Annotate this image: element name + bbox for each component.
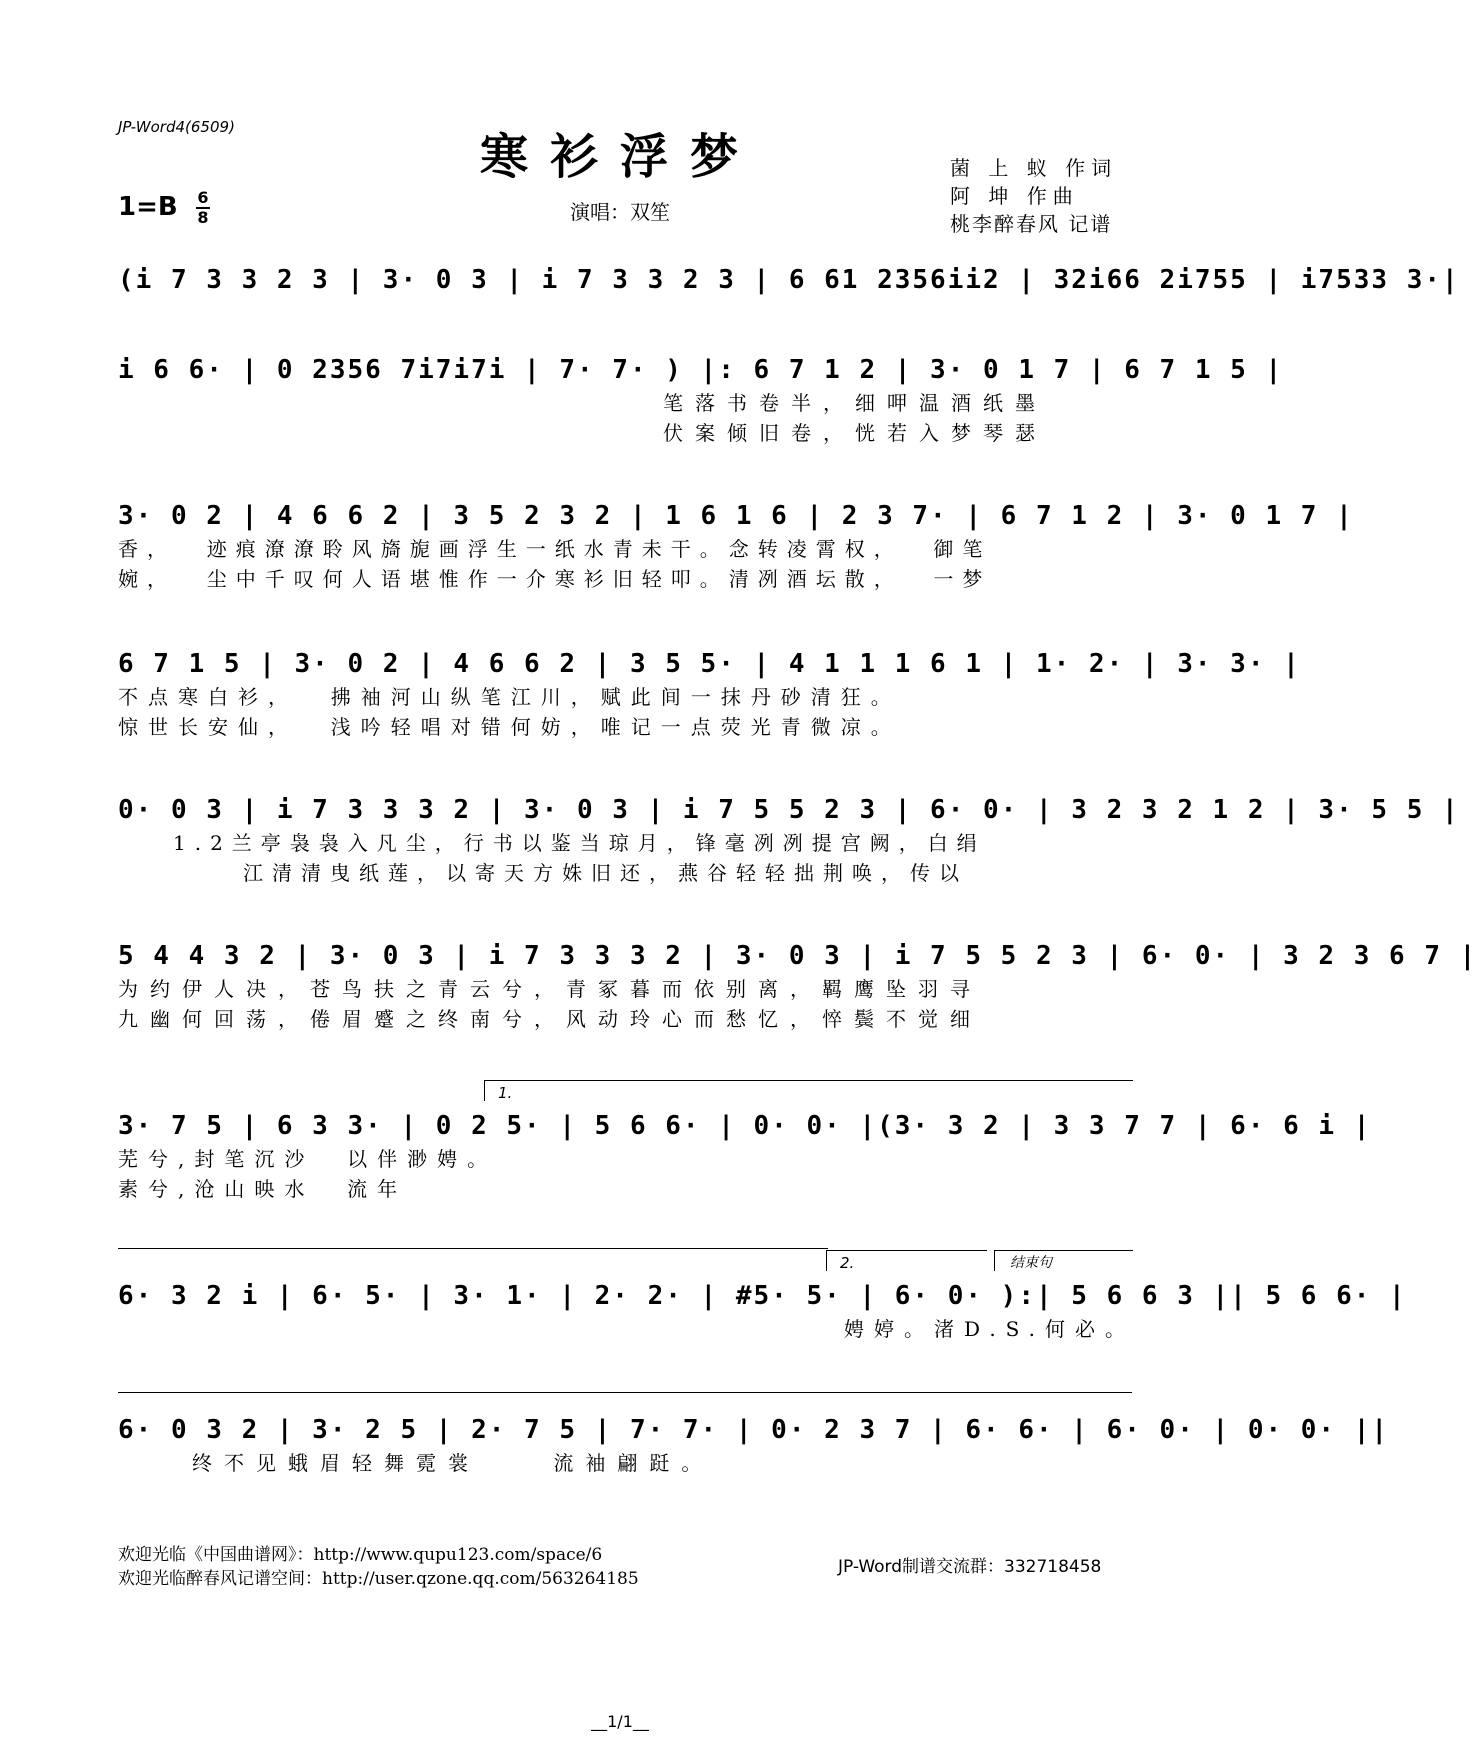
page-number: __1/1__ xyxy=(591,1712,649,1731)
footer-link-qzone[interactable]: 欢迎光临醉春风记谱空间：http://user.qzone.qq.com/563264185 xyxy=(118,1569,639,1589)
notation-line: (i 7 3 3 2 3 | 3· 0 3 | i 7 3 3 2 3 | 6 61 2356ii2 | 32i66 2i755 | i7533 3·| xyxy=(118,265,1460,295)
notation-line: 3· 7 5 | 6 3 3· | 0 2 5· | 5 6 6· | 0· 0· |(3· 3 2 | 3 3 7 7 | 6· 6 i | xyxy=(118,1111,1372,1141)
score-system-8 xyxy=(118,1280,1407,1341)
score-system-1 xyxy=(118,264,1460,296)
score-system-5 xyxy=(118,794,1460,885)
software-label: JP-Word4(6509) xyxy=(118,118,235,136)
second-ending-label: 2. xyxy=(840,1254,855,1272)
lyric-verse-1: 终不见蛾眉轻舞霓裳 流袖翩跹。 xyxy=(192,1451,714,1475)
lyric-verse-2: 江清清曳纸莲，以寄天方姝旧还，燕谷轻轻拙荆唤，传以 xyxy=(243,861,968,885)
phrase-line xyxy=(118,1392,1132,1393)
lyric-verse-1: 1.2兰亭袅袅入凡尘，行书以鉴当琼月，锋毫冽冽提宫阙，白绢 xyxy=(173,831,986,855)
singer-credit: 演唱：双笙 xyxy=(570,200,670,224)
meter-bottom: 8 xyxy=(197,208,209,227)
notation-line: 0· 0 3 | i 7 3 3 3 2 | 3· 0 3 | i 7 5 5 2 3 | 6· 0· | 3 2 3 2 1 2 | 3· 5 5 | xyxy=(118,795,1460,825)
lyric-verse-1: 芜兮,封笔沉沙 以伴渺娉。 xyxy=(118,1147,498,1171)
lyric-verse-2: 伏案倾旧卷，恍若入梦琴瑟 xyxy=(663,421,1047,445)
transcriber-credit: 桃李醉春风 记谱 xyxy=(950,212,1113,236)
notation-line: i 6 6· | 0 2356 7i7i7i | 7· 7· ) |: 6 7 1 2 | 3· 0 1 7 | 6 7 1 5 | xyxy=(118,355,1284,385)
lyric-verse-1: 不点寒白衫， 拂袖河山纵笔江川，赋此间一抹丹砂清狂。 xyxy=(118,685,901,709)
score-system-2 xyxy=(118,354,1284,445)
phrase-line xyxy=(118,1248,828,1249)
footer-link-qupu[interactable]: 欢迎光临《中国曲谱网》：http://www.qupu123.com/space/6 xyxy=(118,1545,603,1565)
lyric-verse-2: 婉， 尘中千叹何人语堪惟作一介寒衫旧轻叩。清冽酒坛散， 一梦 xyxy=(118,567,992,591)
lyric-verse-2: 九幽何回荡，倦眉蹙之终南兮，风动玲心而愁忆，悴鬓不觉细 xyxy=(118,1007,982,1031)
notation-line: 6 7 1 5 | 3· 0 2 | 4 6 6 2 | 3 5 5· | 4 1 1 1 6 1 | 1· 2· | 3· 3· | xyxy=(118,649,1301,679)
lyric-verse-1: 为约伊人决，苍鸟扶之青云兮，青冢暮而依别离，羁鹰坠羽寻 xyxy=(118,977,982,1001)
qq-group-text: JP-Word制谱交流群：332718458 xyxy=(838,1557,1102,1577)
key-signature: 1=B xyxy=(118,192,178,222)
meter-top: 6 xyxy=(197,188,209,207)
first-ending-label: 1. xyxy=(498,1084,513,1102)
notation-line: 3· 0 2 | 4 6 6 2 | 3 5 2 3 2 | 1 6 1 6 | 2 3 7· | 6 7 1 2 | 3· 0 1 7 | xyxy=(118,501,1354,531)
time-signature xyxy=(196,190,210,226)
lyric-verse-1: 笔落书卷半，细呷温酒纸墨 xyxy=(663,391,1047,415)
lyric-verse-1: 娉婷。渚D.S.何必。 xyxy=(844,1317,1136,1341)
first-ending-bracket xyxy=(484,1080,1133,1101)
lyric-verse-2: 惊世长安仙， 浅吟轻唱对错何妨，唯记一点荧光青微凉。 xyxy=(118,715,901,739)
notation-line: 6· 3 2 i | 6· 5· | 3· 1· | 2· 2· | #5· 5· | 6· 0· ):| 5 6 6 3 || 5 6 6· | xyxy=(118,1281,1407,1311)
coda-label: 结束句 xyxy=(1010,1255,1052,1271)
notation-line: 5 4 4 3 2 | 3· 0 3 | i 7 3 3 3 2 | 3· 0 3 | i 7 5 5 2 3 | 6· 0· | 3 2 3 6 7 | xyxy=(118,941,1477,971)
notation-line: 6· 0 3 2 | 3· 2 5 | 2· 7 5 | 7· 7· | 0· 2 3 7 | 6· 6· | 6· 0· | 0· 0· || xyxy=(118,1415,1390,1445)
score-system-3 xyxy=(118,500,1354,591)
composer-credit: 阿 坤 作曲 xyxy=(950,184,1079,208)
score-system-6 xyxy=(118,940,1477,1031)
lyricist-credit: 菌 上 蚁 作词 xyxy=(950,156,1118,180)
score-system-4 xyxy=(118,648,1301,739)
lyric-verse-1: 香， 迹痕潦潦聆风旖旎画浮生一纸水青未干。念转凌霄权， 御笔 xyxy=(118,537,992,561)
page-title: 寒衫浮梦 xyxy=(479,129,760,185)
score-system-7 xyxy=(118,1110,1372,1201)
score-system-9 xyxy=(118,1414,1390,1475)
lyric-verse-2: 素兮,沧山映水 流年 xyxy=(118,1177,408,1201)
